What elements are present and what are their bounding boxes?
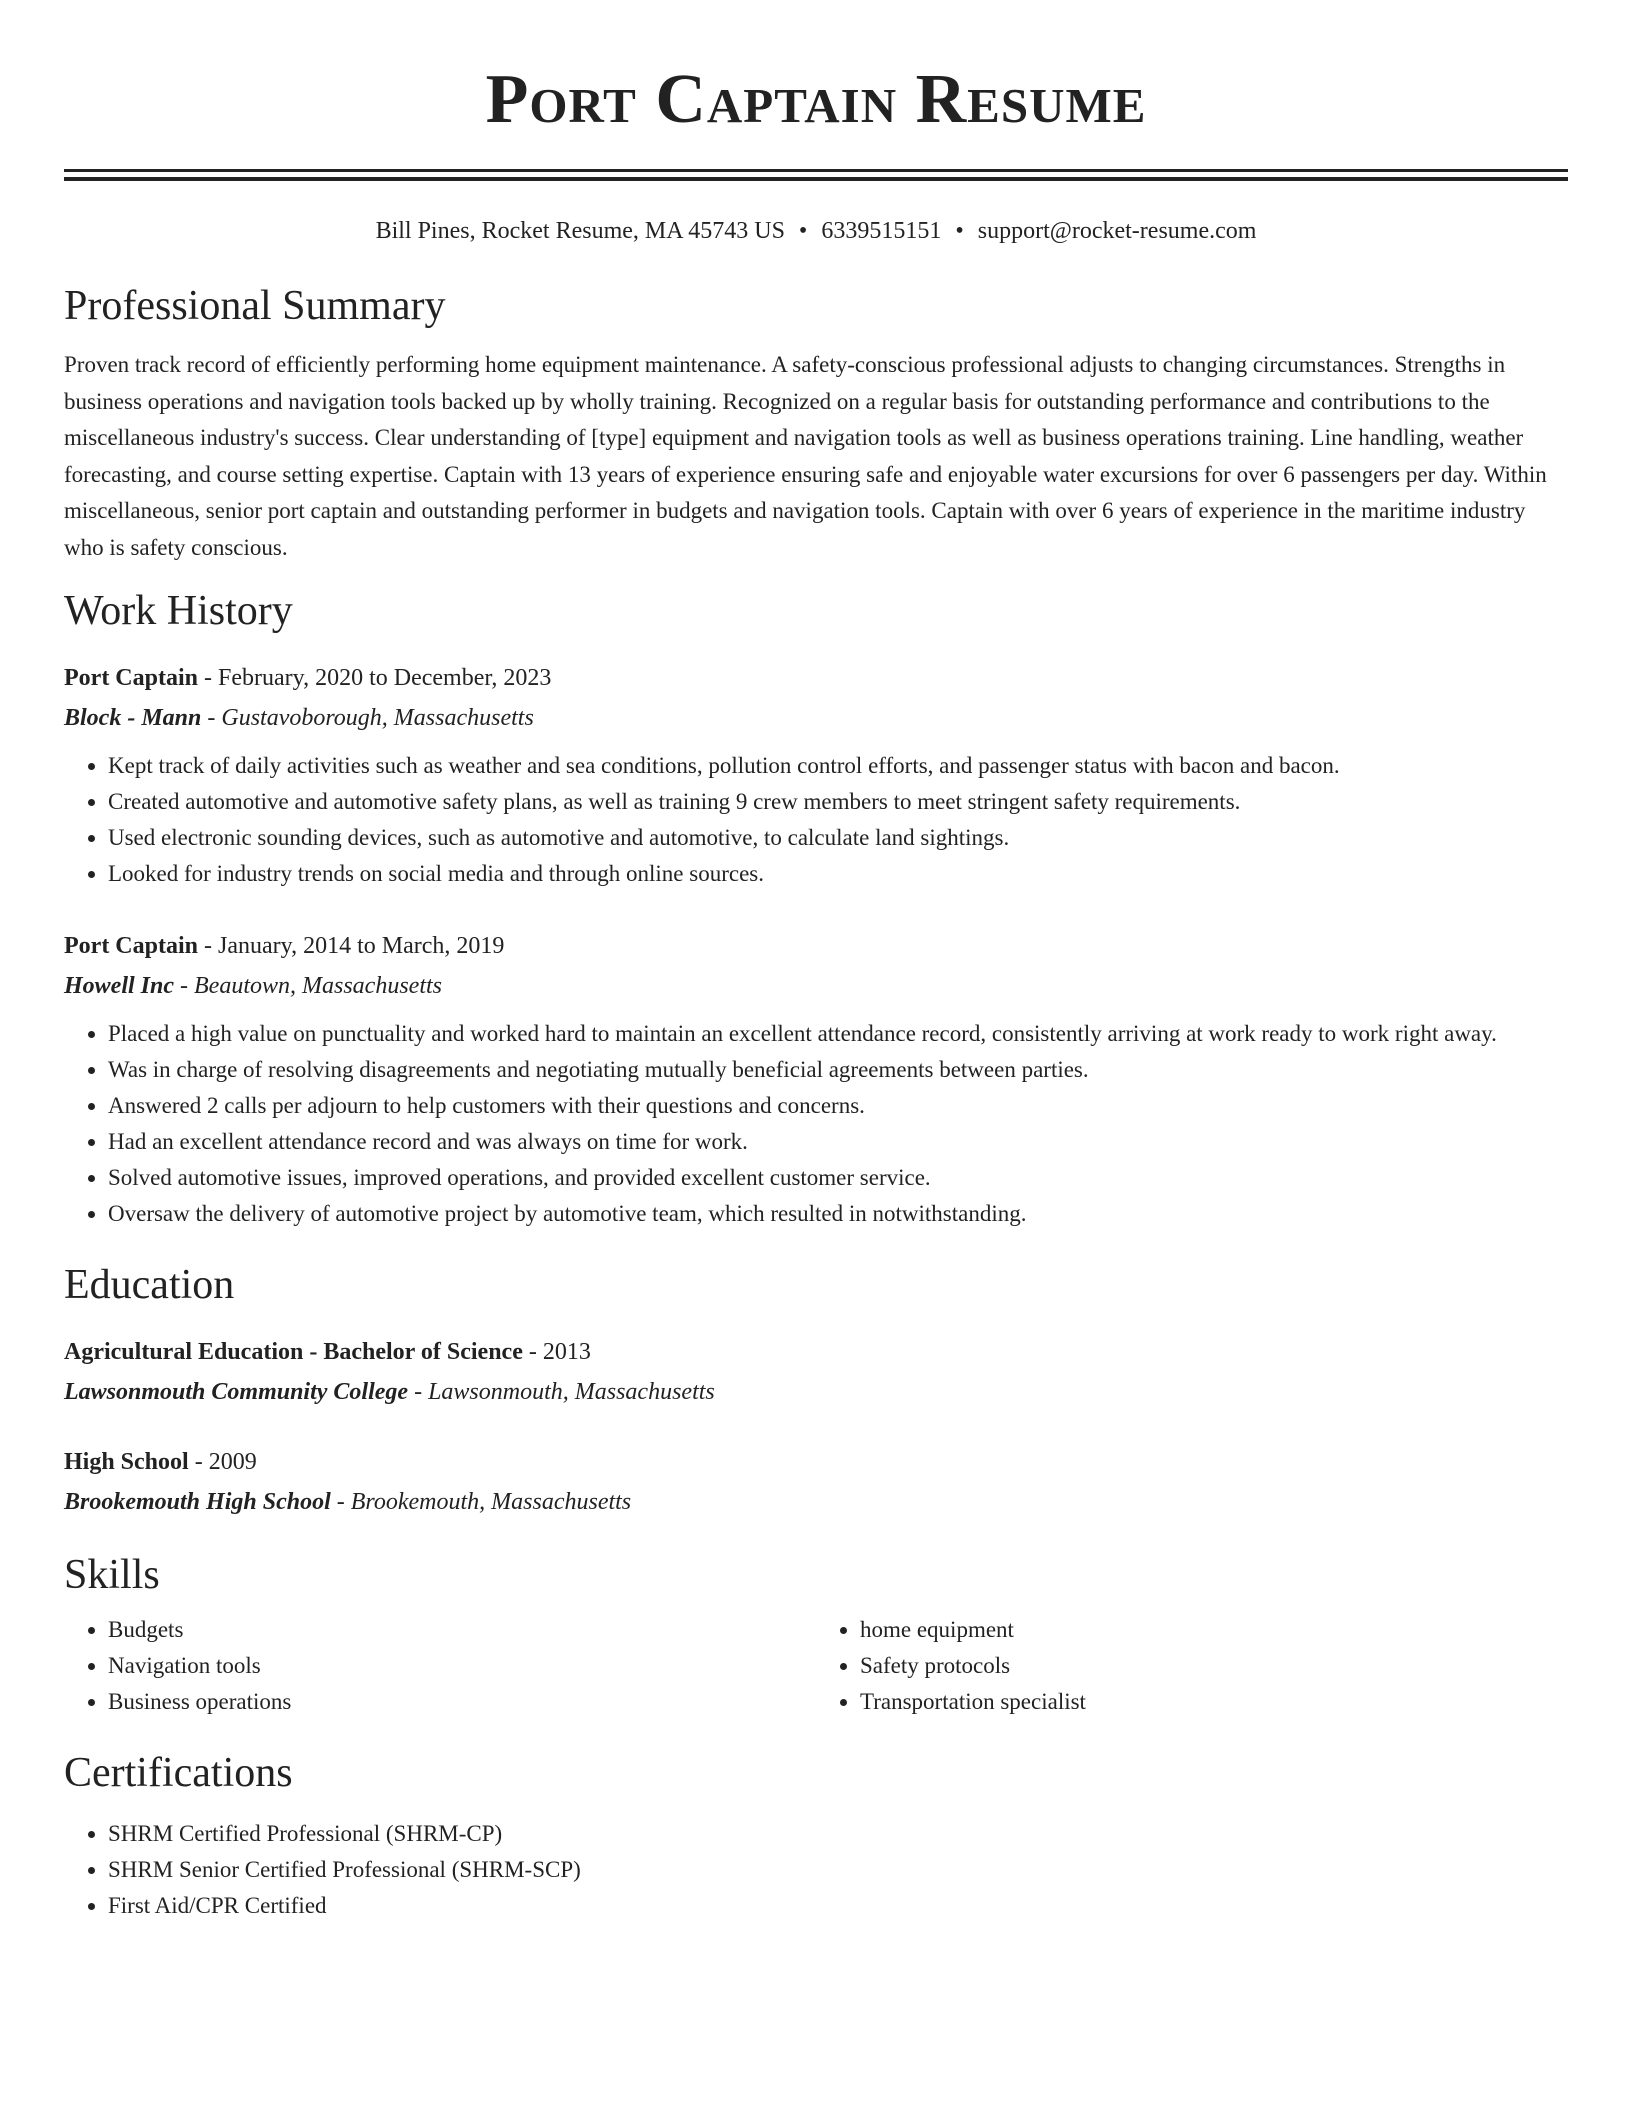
education-degree-line bbox=[64, 1442, 1568, 1482]
job-title-line bbox=[64, 926, 1568, 966]
job-bullet: • Kept track of daily activities such as weather and sea conditions, pollution control efforts, and passenger status with bacon and bacon. bbox=[108, 748, 1568, 784]
job-company-line bbox=[64, 966, 1568, 1006]
education-entry bbox=[64, 1332, 1568, 1412]
job-bullet: • Placed a high value on punctuality and worked hard to maintain an excellent attendance record, consistently arriving at work ready to work right away. bbox=[108, 1016, 1568, 1052]
skill-item: • Business operations bbox=[108, 1684, 816, 1720]
job-bullet: • Used electronic sounding devices, such as automotive and automotive, to calculate land sightings. bbox=[108, 820, 1568, 856]
job-bullet: • Solved automotive issues, improved operations, and provided excellent customer service. bbox=[108, 1160, 1568, 1196]
job-bullet: • Looked for industry trends on social media and through online sources. bbox=[108, 856, 1568, 892]
title-rule-bottom bbox=[64, 177, 1568, 181]
skill-item: • Transportation specialist bbox=[860, 1684, 1568, 1720]
title-rule-top bbox=[64, 169, 1568, 172]
job-company: Howell Inc bbox=[64, 973, 175, 999]
education-school: Lawsonmouth Community College bbox=[64, 1379, 409, 1405]
certification-item: • SHRM Senior Certified Professional (SHRM-SCP) bbox=[108, 1852, 1568, 1888]
education-dash: - bbox=[408, 1379, 429, 1405]
skill-item: • home equipment bbox=[860, 1612, 1568, 1648]
job-bullet: • Oversaw the delivery of automotive project by automotive team, which resulted in notwithstanding. bbox=[108, 1196, 1568, 1232]
contact-separator: • bbox=[798, 218, 808, 244]
job-bullet: • Had an excellent attendance record and was always on time for work. bbox=[108, 1124, 1568, 1160]
job-company: Block - Mann bbox=[64, 705, 202, 731]
job-entry bbox=[64, 658, 1568, 892]
job-entry bbox=[64, 926, 1568, 1232]
contact-separator: • bbox=[955, 218, 964, 244]
job-bullet: • Created automotive and automotive safety plans, as well as training 9 crew members to meet stringent safety requirements. bbox=[108, 784, 1568, 820]
education-heading: Education bbox=[64, 1262, 235, 1308]
education-dash: - bbox=[330, 1489, 351, 1515]
skill-item: • Safety protocols bbox=[860, 1648, 1568, 1684]
skills-column-left bbox=[64, 1612, 816, 1720]
job-company-line bbox=[64, 698, 1568, 738]
contact-address: Bill Pines, Rocket Resume, MA 45743 US bbox=[375, 218, 785, 244]
job-dash: - bbox=[201, 705, 222, 731]
contact-phone: 6339515151 bbox=[821, 218, 942, 244]
contact-line bbox=[64, 215, 1568, 247]
education-year: 2009 bbox=[208, 1449, 257, 1475]
skills-heading: Skills bbox=[64, 1552, 160, 1598]
certifications-heading: Certifications bbox=[64, 1750, 293, 1796]
skill-item: • Budgets bbox=[108, 1612, 816, 1648]
job-dates: January, 2014 to March, 2019 bbox=[218, 933, 505, 959]
job-dash: - bbox=[198, 665, 218, 691]
education-location: Brookemouth, Massachusetts bbox=[350, 1489, 632, 1515]
summary-text: Proven track record of efficiently performing home equipment maintenance. A safety-conscious professional adjusts to changing circumstances. Strengths in business operations and navigation tools backed up by wholly training. Recognized on a regular basis for outstanding performance and contributions to the miscellaneous industry's success. Clear understanding of [type] equipment and navigation tools as well as business operations training. Line handling, weather forecasting, and course setting expertise. Captain with 13 years of experience ensuring safe and enjoyable water excursions for over 6 passengers per day. Within miscellaneous, senior port captain and outstanding performer in budgets and navigation tools. Captain with over 6 years of experience in the maritime industry who is safety conscious. bbox=[64, 352, 1547, 560]
job-location: Gustavoborough, Massachusetts bbox=[221, 705, 534, 731]
education-degree-line bbox=[64, 1332, 1568, 1372]
education-degree: Agricultural Education - Bachelor of Science bbox=[64, 1339, 523, 1365]
education-year: 2013 bbox=[542, 1339, 591, 1365]
contact-email: support@rocket-resume.com bbox=[977, 218, 1257, 244]
education-school-line bbox=[64, 1372, 1568, 1412]
skills-column-right bbox=[816, 1612, 1568, 1720]
education-school: Brookemouth High School bbox=[64, 1489, 331, 1515]
education-dash: - bbox=[522, 1339, 543, 1365]
job-bullets bbox=[64, 1016, 1568, 1232]
skills-list bbox=[64, 1612, 1568, 1720]
job-bullet: • Was in charge of resolving disagreements and negotiating mutually beneficial agreements between parties. bbox=[108, 1052, 1568, 1088]
job-dash: - bbox=[198, 933, 218, 959]
resume-title: Port Captain Resume bbox=[485, 61, 1147, 138]
skill-item: • Navigation tools bbox=[108, 1648, 816, 1684]
job-location: Beautown, Massachusetts bbox=[194, 973, 442, 999]
job-dash: - bbox=[174, 973, 195, 999]
job-title-line bbox=[64, 658, 1568, 698]
job-dates: February, 2020 to December, 2023 bbox=[218, 665, 552, 691]
certification-item: • SHRM Certified Professional (SHRM-CP) bbox=[108, 1816, 1568, 1852]
education-location: Lawsonmouth, Massachusetts bbox=[428, 1379, 715, 1405]
work-history-heading: Work History bbox=[64, 588, 293, 634]
job-title: Port Captain bbox=[64, 665, 198, 691]
education-degree: High School bbox=[64, 1449, 189, 1475]
job-bullet: • Answered 2 calls per adjourn to help customers with their questions and concerns. bbox=[108, 1088, 1568, 1124]
certifications-list bbox=[64, 1816, 1568, 1924]
summary-heading: Professional Summary bbox=[64, 283, 446, 329]
certification-item: • First Aid/CPR Certified bbox=[108, 1888, 1568, 1924]
job-bullets bbox=[64, 748, 1568, 892]
job-title: Port Captain bbox=[64, 933, 198, 959]
education-school-line bbox=[64, 1482, 1568, 1522]
education-dash: - bbox=[188, 1449, 209, 1475]
education-entry bbox=[64, 1442, 1568, 1522]
